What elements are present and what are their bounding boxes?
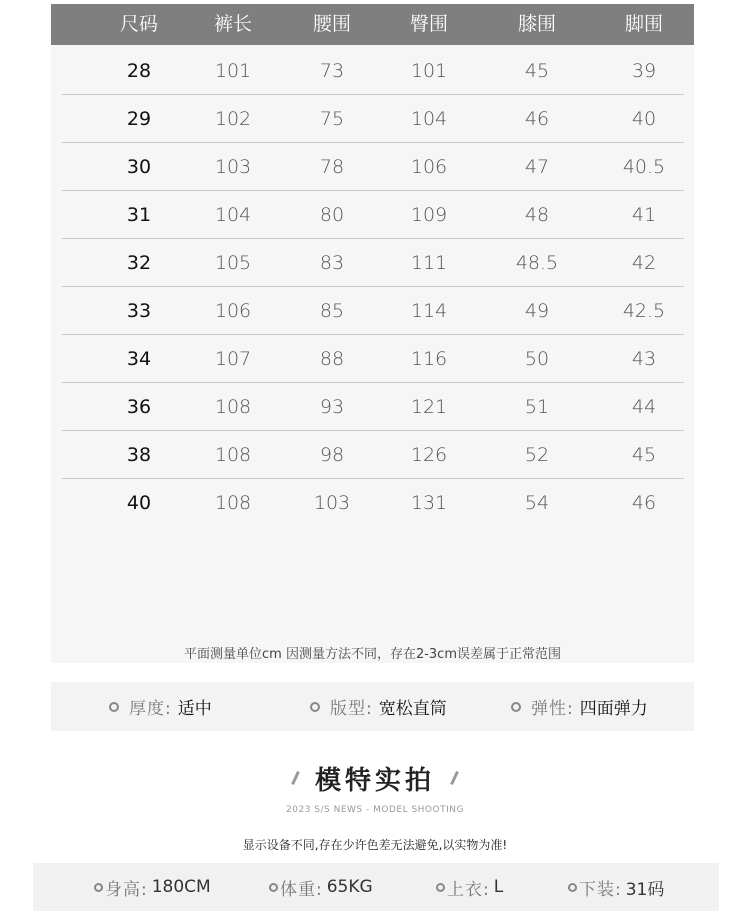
- model-subtitle: 2023 S/S NEWS - MODEL SHOOTING: [286, 805, 464, 815]
- cell-hip: 121: [410, 396, 448, 418]
- cell-size: 32: [126, 252, 152, 274]
- cell-hem: 43: [631, 348, 657, 370]
- stat-value: 180CM: [151, 877, 211, 897]
- cell-length: 101: [214, 60, 252, 82]
- cell-knee: 54: [524, 492, 550, 514]
- cell-size: 38: [126, 444, 152, 466]
- stat-value: 65KG: [326, 877, 373, 897]
- model-stat-weight: [269, 863, 373, 911]
- property-value: 四面弹力: [579, 699, 648, 719]
- property-fit: [310, 682, 447, 731]
- cell-hip: 114: [410, 300, 448, 322]
- table-row: [51, 95, 694, 143]
- cell-waist: 93: [319, 396, 345, 418]
- property-thickness: [109, 682, 212, 731]
- property-label: 版型:: [330, 699, 373, 719]
- measurement-note: 平面测量单位cm 因测量方法不同，存在2-3cm误差属于正常范围: [184, 647, 561, 662]
- model-stat-height: [94, 863, 211, 911]
- slash-decoration-icon: [450, 771, 459, 785]
- cell-waist: 83: [319, 252, 345, 274]
- cell-length: 108: [214, 444, 252, 466]
- circle-bullet-icon: [109, 702, 119, 712]
- cell-hem: 46: [631, 492, 657, 514]
- cell-hem: 42.5: [622, 300, 666, 322]
- cell-size: 31: [126, 204, 152, 226]
- cell-hem: 44: [631, 396, 657, 418]
- size-chart-header: [51, 4, 694, 45]
- cell-length: 103: [214, 156, 252, 178]
- property-elasticity: [511, 682, 648, 731]
- cell-knee: 49: [524, 300, 550, 322]
- table-row: [51, 335, 694, 383]
- cell-length: 107: [214, 348, 252, 370]
- cell-hip: 109: [410, 204, 448, 226]
- model-stat-bottom: [568, 863, 664, 911]
- cell-hem: 42: [631, 252, 657, 274]
- stat-value: 31码: [625, 879, 665, 900]
- cell-hip: 116: [410, 348, 448, 370]
- cell-hem: 45: [631, 444, 657, 466]
- cell-knee: 48.5: [515, 252, 559, 274]
- header-length: 裤长: [213, 13, 252, 35]
- cell-size: 30: [126, 156, 152, 178]
- cell-size: 33: [126, 300, 152, 322]
- stat-label: 下装:: [579, 879, 622, 900]
- cell-size: 34: [126, 348, 152, 370]
- model-section-title: [0, 758, 750, 798]
- table-row: [51, 143, 694, 191]
- cell-length: 108: [214, 492, 252, 514]
- model-title: 模特实拍: [314, 765, 435, 796]
- stat-label: 身高:: [105, 879, 148, 900]
- color-disclaimer: 显示设备不同,存在少许色差无法避免,以实物为准!: [242, 838, 508, 852]
- cell-waist: 103: [313, 492, 351, 514]
- table-row: [51, 431, 694, 479]
- table-row: [51, 191, 694, 239]
- table-row: [51, 479, 694, 527]
- cell-size: 28: [126, 60, 152, 82]
- cell-waist: 78: [319, 156, 345, 178]
- size-chart-panel: [51, 4, 694, 663]
- cell-knee: 48: [524, 204, 550, 226]
- cell-knee: 46: [524, 108, 550, 130]
- circle-bullet-icon: [269, 883, 278, 892]
- table-row: [51, 287, 694, 335]
- cell-length: 108: [214, 396, 252, 418]
- fabric-properties-bar: [51, 682, 694, 731]
- cell-hem: 40.5: [622, 156, 666, 178]
- cell-hip: 126: [410, 444, 448, 466]
- cell-hem: 40: [631, 108, 657, 130]
- cell-knee: 50: [524, 348, 550, 370]
- circle-bullet-icon: [94, 883, 103, 892]
- stat-value: L: [493, 877, 504, 897]
- cell-hip: 106: [410, 156, 448, 178]
- table-row: [51, 239, 694, 287]
- cell-size: 29: [126, 108, 152, 130]
- circle-bullet-icon: [310, 702, 320, 712]
- circle-bullet-icon: [436, 883, 445, 892]
- cell-knee: 51: [524, 396, 550, 418]
- property-value: 宽松直筒: [378, 699, 447, 719]
- cell-knee: 45: [524, 60, 550, 82]
- cell-length: 106: [214, 300, 252, 322]
- property-label: 厚度:: [129, 699, 172, 719]
- cell-length: 104: [214, 204, 252, 226]
- cell-hip: 111: [410, 252, 448, 274]
- cell-hip: 131: [410, 492, 448, 514]
- table-row: [51, 383, 694, 431]
- cell-waist: 85: [319, 300, 345, 322]
- cell-length: 105: [214, 252, 252, 274]
- cell-knee: 47: [524, 156, 550, 178]
- cell-size: 36: [126, 396, 152, 418]
- stat-label: 上衣:: [447, 879, 490, 900]
- cell-waist: 73: [319, 60, 345, 82]
- circle-bullet-icon: [511, 702, 521, 712]
- cell-waist: 80: [319, 204, 345, 226]
- property-value: 适中: [177, 699, 212, 719]
- model-stat-top: [436, 863, 503, 911]
- header-knee: 膝围: [517, 13, 556, 35]
- header-hip: 臀围: [409, 13, 448, 35]
- cell-hip: 101: [410, 60, 448, 82]
- stat-label: 体重:: [280, 879, 323, 900]
- cell-hem: 41: [631, 204, 657, 226]
- cell-knee: 52: [524, 444, 550, 466]
- property-label: 弹性:: [531, 699, 574, 719]
- cell-waist: 98: [319, 444, 345, 466]
- circle-bullet-icon: [568, 883, 577, 892]
- cell-waist: 88: [319, 348, 345, 370]
- cell-hip: 104: [410, 108, 448, 130]
- cell-waist: 75: [319, 108, 345, 130]
- cell-length: 102: [214, 108, 252, 130]
- header-hem: 脚围: [624, 13, 663, 35]
- table-row: [51, 47, 694, 95]
- model-stats-bar: [33, 863, 719, 911]
- cell-hem: 39: [631, 60, 657, 82]
- slash-decoration-icon: [291, 771, 300, 785]
- cell-size: 40: [126, 492, 152, 514]
- header-size: 尺码: [119, 13, 158, 35]
- header-waist: 腰围: [312, 13, 351, 35]
